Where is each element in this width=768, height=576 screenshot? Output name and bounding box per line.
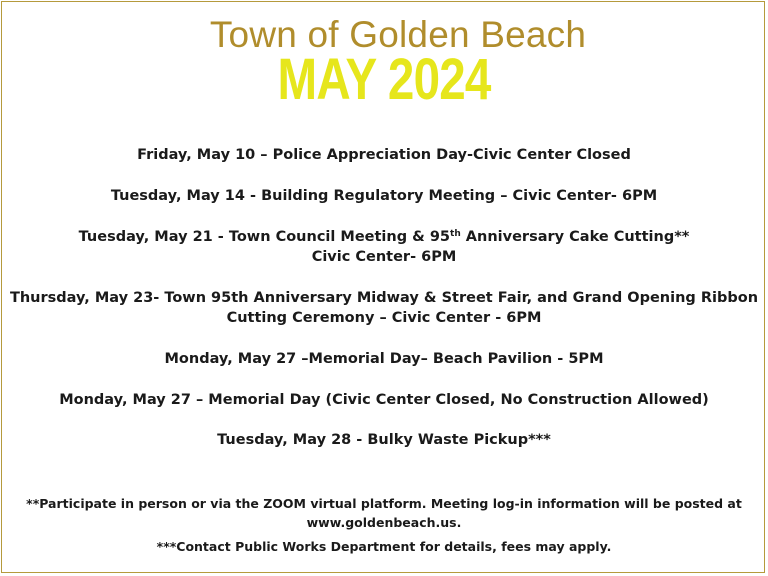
event-text-part: Tuesday, May 21 - Town Council Meeting & 95 — [78, 229, 451, 245]
event-item — [0, 186, 768, 206]
event-text-part: Anniversary Cake Cutting** — [460, 229, 690, 245]
event-text-line2: Civic Center- 6PM — [311, 249, 457, 265]
event-text: Thursday, May 23- Town 95th Anniversary Midway & Street Fair, and Grand Opening Ribbon — [9, 290, 759, 306]
footnote — [0, 494, 768, 532]
event-item — [0, 288, 768, 328]
town-name-heading: Town of Golden Beach — [209, 14, 587, 55]
event-text-line2: Cutting Ceremony – Civic Center - 6PM — [226, 310, 542, 326]
event-text: Tuesday, May 14 - Building Regulatory Meeting – Civic Center- 6PM — [110, 188, 658, 204]
event-text: Monday, May 27 –Memorial Day– Beach Pavilion - 5PM — [164, 351, 604, 367]
event-text: Monday, May 27 – Memorial Day (Civic Center Closed, No Construction Allowed) — [59, 392, 709, 408]
event-item — [0, 390, 768, 410]
footnote — [0, 537, 768, 556]
event-item — [0, 227, 768, 267]
event-text — [79, 229, 690, 245]
event-item — [0, 349, 768, 369]
ordinal-suffix: th — [450, 229, 461, 239]
month-heading: MAY 2024 — [277, 47, 491, 112]
event-item — [0, 145, 768, 165]
footnote-text: ***Contact Public Works Department for details, fees may apply. — [156, 539, 612, 554]
website-link[interactable]: www.goldenbeach.us. — [306, 515, 462, 530]
event-text: Friday, May 10 – Police Appreciation Day-Civic Center Closed — [137, 147, 631, 163]
footnote-text: **Participate in person or via the ZOOM virtual platform. Meeting log-in information will be posted at — [26, 496, 742, 511]
event-text: Tuesday, May 28 - Bulky Waste Pickup*** — [217, 432, 551, 448]
event-item — [0, 430, 768, 450]
